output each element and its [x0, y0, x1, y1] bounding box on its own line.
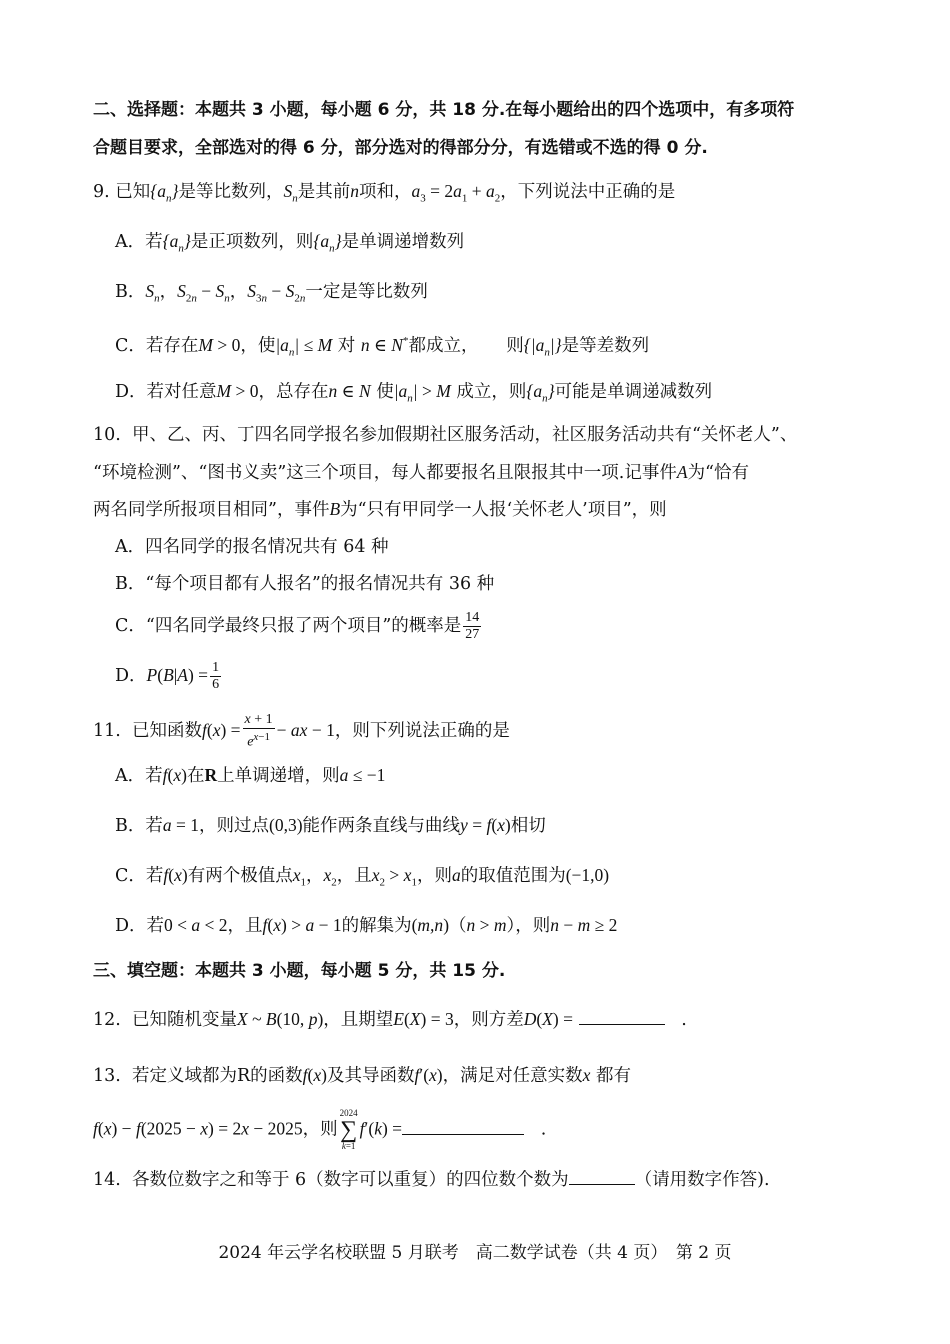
question-10-line1	[93, 422, 797, 448]
q14-text: （请用数字作答).	[634, 1170, 770, 1190]
option-text: 四名同学的报名情况共有 64 种	[145, 537, 389, 557]
q10-option-a	[115, 534, 389, 560]
option-text: 的解集为	[341, 916, 412, 936]
q13-text: .	[540, 1119, 547, 1140]
option-text: 若存在	[145, 335, 199, 356]
question-10-line3: 两名同学所报项目相同”，事件B为“只有甲同学一人报‘关怀老人’项目”，则	[93, 499, 667, 520]
q14-text: 各数位数字之和等于 6（数字可以重复）的四位数个数为	[131, 1170, 569, 1190]
option-text: ，使	[240, 335, 276, 356]
answer-blank[interactable]	[402, 1116, 524, 1135]
q9-text: 是其前	[297, 182, 351, 202]
fraction	[210, 660, 221, 693]
option-label: A．	[115, 537, 146, 557]
q11-option-a: A．若f(x)在R上单调递增，则a ≤ −1	[115, 765, 386, 786]
option-text: ，则	[416, 866, 452, 886]
question-number: 10.	[93, 425, 121, 445]
option-text: 是正项数列，则	[190, 232, 314, 252]
option-text: 若	[145, 232, 163, 252]
q9-option-c: C．若存在M > 0，使$|a_n| \le M$ 对 n ∈ N*都成立， 则$\{|a_n|\}$是等差数列	[115, 334, 650, 359]
q10-text: 为“恰有	[687, 463, 750, 483]
q9-option-b: B．$S_n$，$S_{2n} - S_n$，$S_{3n} - S_{2n}$一定是等比数列	[115, 281, 428, 305]
option-label: C．	[115, 616, 146, 636]
q13-text: ，满足对任意实数	[442, 1066, 583, 1086]
q11-option-d: D．若0 < a < 2，且f(x) > a − 1的解集为(m,n)（n > m），则n − m ≥ 2	[115, 915, 618, 936]
question-number: 12.	[93, 1010, 121, 1030]
question-number: 13.	[93, 1066, 121, 1086]
fraction-denominator: 6	[212, 677, 220, 692]
option-label: B．	[115, 282, 146, 302]
question-number: 9.	[93, 182, 110, 202]
option-text: ），则	[506, 916, 551, 936]
option-label: C．	[115, 866, 146, 886]
question-12: 12. 已知随机变量X ~ B(10, p)，且期望E(X) = 3，则方差D(X) = .	[93, 1006, 687, 1033]
q10-text: 为“只有甲同学一人报‘关怀老人’项目”，则	[340, 500, 667, 520]
fraction-numerator: 1	[212, 660, 220, 675]
option-text: 若对任意	[146, 382, 217, 402]
q10-text: “环境检测”、“图书义卖”这三个项目，每人都要报名且限报其中一项.记事件	[93, 463, 677, 483]
option-text: 相切	[510, 816, 546, 836]
q9-text: 已知	[115, 182, 151, 202]
q9-option-a: A．若$\{a_n\}$是正项数列，则$\{a_n\}$是单调递增数列	[115, 231, 465, 255]
q10-text: 两名同学所报项目相同”，事件	[93, 500, 330, 520]
option-text: 可能是单调递减数列	[554, 382, 713, 402]
question-number: 11.	[93, 720, 121, 741]
option-text: ，且	[336, 866, 372, 886]
fraction-denominator: 27	[465, 627, 480, 642]
option-text: 若	[145, 766, 163, 786]
option-text: 使	[376, 382, 394, 402]
q11-text: 已知函数	[131, 720, 202, 741]
q13-text: 及其导函数	[326, 1066, 415, 1086]
option-text: 的取值范围为	[460, 866, 566, 886]
page-footer: 2024 年云学名校联盟 5 月联考 高二数学试卷（共 4 页） 第 2 页	[218, 1243, 732, 1263]
q9-option-d: D．若对任意M > 0，总存在n ∈ N 使$|a_n| > M$ 成立，则$\{a_n\}$可能是单调递减数列	[115, 381, 713, 405]
question-9: 9. 已知$\{a_n\}$是等比数列，$S_n$是其前n项和，$a_3 = 2a_1 + a_2$，下列说法中正确的是	[93, 181, 676, 205]
option-text: “四名同学最终只报了两个项目”的概率是	[145, 616, 462, 636]
option-text: 是等差数列	[561, 335, 650, 356]
option-text: 都成立，	[408, 335, 479, 356]
q12-text: 已知随机变量	[131, 1010, 237, 1030]
option-text: 能作两条直线与曲线	[302, 816, 461, 836]
q13-text: 都有	[595, 1066, 631, 1086]
section2-heading-line1: 二、选择题：本题共 3 小题，每小题 6 分，共 18 分.在每小题给出的四个选项中，有多项符	[93, 100, 795, 120]
option-text: 成立，则	[456, 382, 527, 402]
option-label: C．	[115, 335, 146, 356]
q10-text: 甲、乙、丙、丁四名同学报名参加假期社区服务活动，社区服务活动共有“关怀老人”、	[131, 425, 798, 445]
option-label: B．	[115, 816, 146, 836]
section3-heading: 三、填空题：本题共 3 小题，每小题 5 分，共 15 分.	[93, 961, 506, 981]
answer-blank[interactable]	[579, 1006, 665, 1025]
q11-text: ，则下列说法正确的是	[334, 720, 510, 741]
option-text: 在	[186, 766, 205, 786]
q12-text: .	[681, 1010, 687, 1030]
question-10-line2: “环境检测”、“图书义卖”这三个项目，每人都要报名且限报其中一项.记事件A为“恰有	[93, 462, 750, 483]
question-11: 11. 已知函数f(x) = $\frac{x + 1}{e^{x-1}}$ − ax − 1，则下列说法正确的是	[93, 712, 510, 750]
option-text: （	[449, 916, 467, 936]
q9-text: 项和，	[359, 182, 412, 202]
option-label: D．	[115, 666, 147, 686]
option-text: ，则过点	[199, 816, 269, 836]
option-text: 若	[145, 866, 164, 886]
option-text: ，且	[227, 916, 263, 936]
q12-text: ，且期望	[323, 1010, 394, 1030]
question-14	[93, 1166, 770, 1193]
q11-option-c: C．若f(x)有两个极值点$x_1$，$x_2$，且$x_2 > x_1$，则a的取值范围为(−1,0)	[115, 865, 610, 889]
option-text: “每个项目都有人报名”的报名情况共有 36 种	[145, 574, 495, 594]
q10-option-d: D．P(B|A) = $\frac{1}{6}$	[115, 660, 220, 692]
q10-option-b	[115, 571, 494, 597]
summation: 2024 ∑ k=1	[339, 1108, 358, 1151]
option-text: ，总存在	[258, 382, 329, 402]
q12-text: ，则方差	[453, 1010, 524, 1030]
question-13-line2: f(x) − f(2025 − x) = 2x − 2025，则 2024 ∑ k=1 f′(k) = .	[93, 1108, 547, 1151]
q9-text: ，下列说法中正确的是	[500, 182, 676, 202]
option-text: 是单调递增数列	[341, 232, 465, 252]
fraction: $\frac{x + 1}{e^{x-1}}$	[244, 712, 273, 750]
answer-blank[interactable]	[569, 1166, 635, 1185]
fraction	[463, 610, 481, 643]
option-label: B．	[115, 574, 146, 594]
question-13-line1: 13. 若定义域都为R的函数f(x)及其导函数f′(x)，满足对任意实数x 都有	[93, 1065, 631, 1086]
q13-text: 若定义域都为R的函数	[131, 1066, 303, 1086]
section2-heading-line2: 合题目要求，全部选对的得 6 分，部分选对的得部分分，有选错或不选的得 0 分.	[93, 138, 708, 158]
option-text: 上单调递增，则	[217, 766, 340, 786]
fraction-numerator: 14	[465, 610, 480, 625]
option-text: 若	[145, 816, 163, 836]
question-number: 14.	[93, 1170, 121, 1190]
option-label: A．	[115, 766, 146, 786]
q10-option-c	[115, 610, 483, 643]
option-text: 一定是等比数列	[305, 282, 428, 302]
option-text: 对	[337, 335, 356, 356]
option-label: A．	[115, 232, 146, 252]
option-text: 若	[146, 916, 165, 936]
option-text: 有两个极值点	[187, 866, 293, 886]
q13-text: ，则	[302, 1119, 338, 1140]
q9-text: 是等比数列，	[178, 182, 284, 202]
option-label: D．	[115, 916, 147, 936]
option-text: 则	[506, 335, 524, 356]
option-label: D．	[115, 382, 147, 402]
q11-option-b: B．若a = 1，则过点(0,3)能作两条直线与曲线y = f(x)相切	[115, 815, 546, 836]
